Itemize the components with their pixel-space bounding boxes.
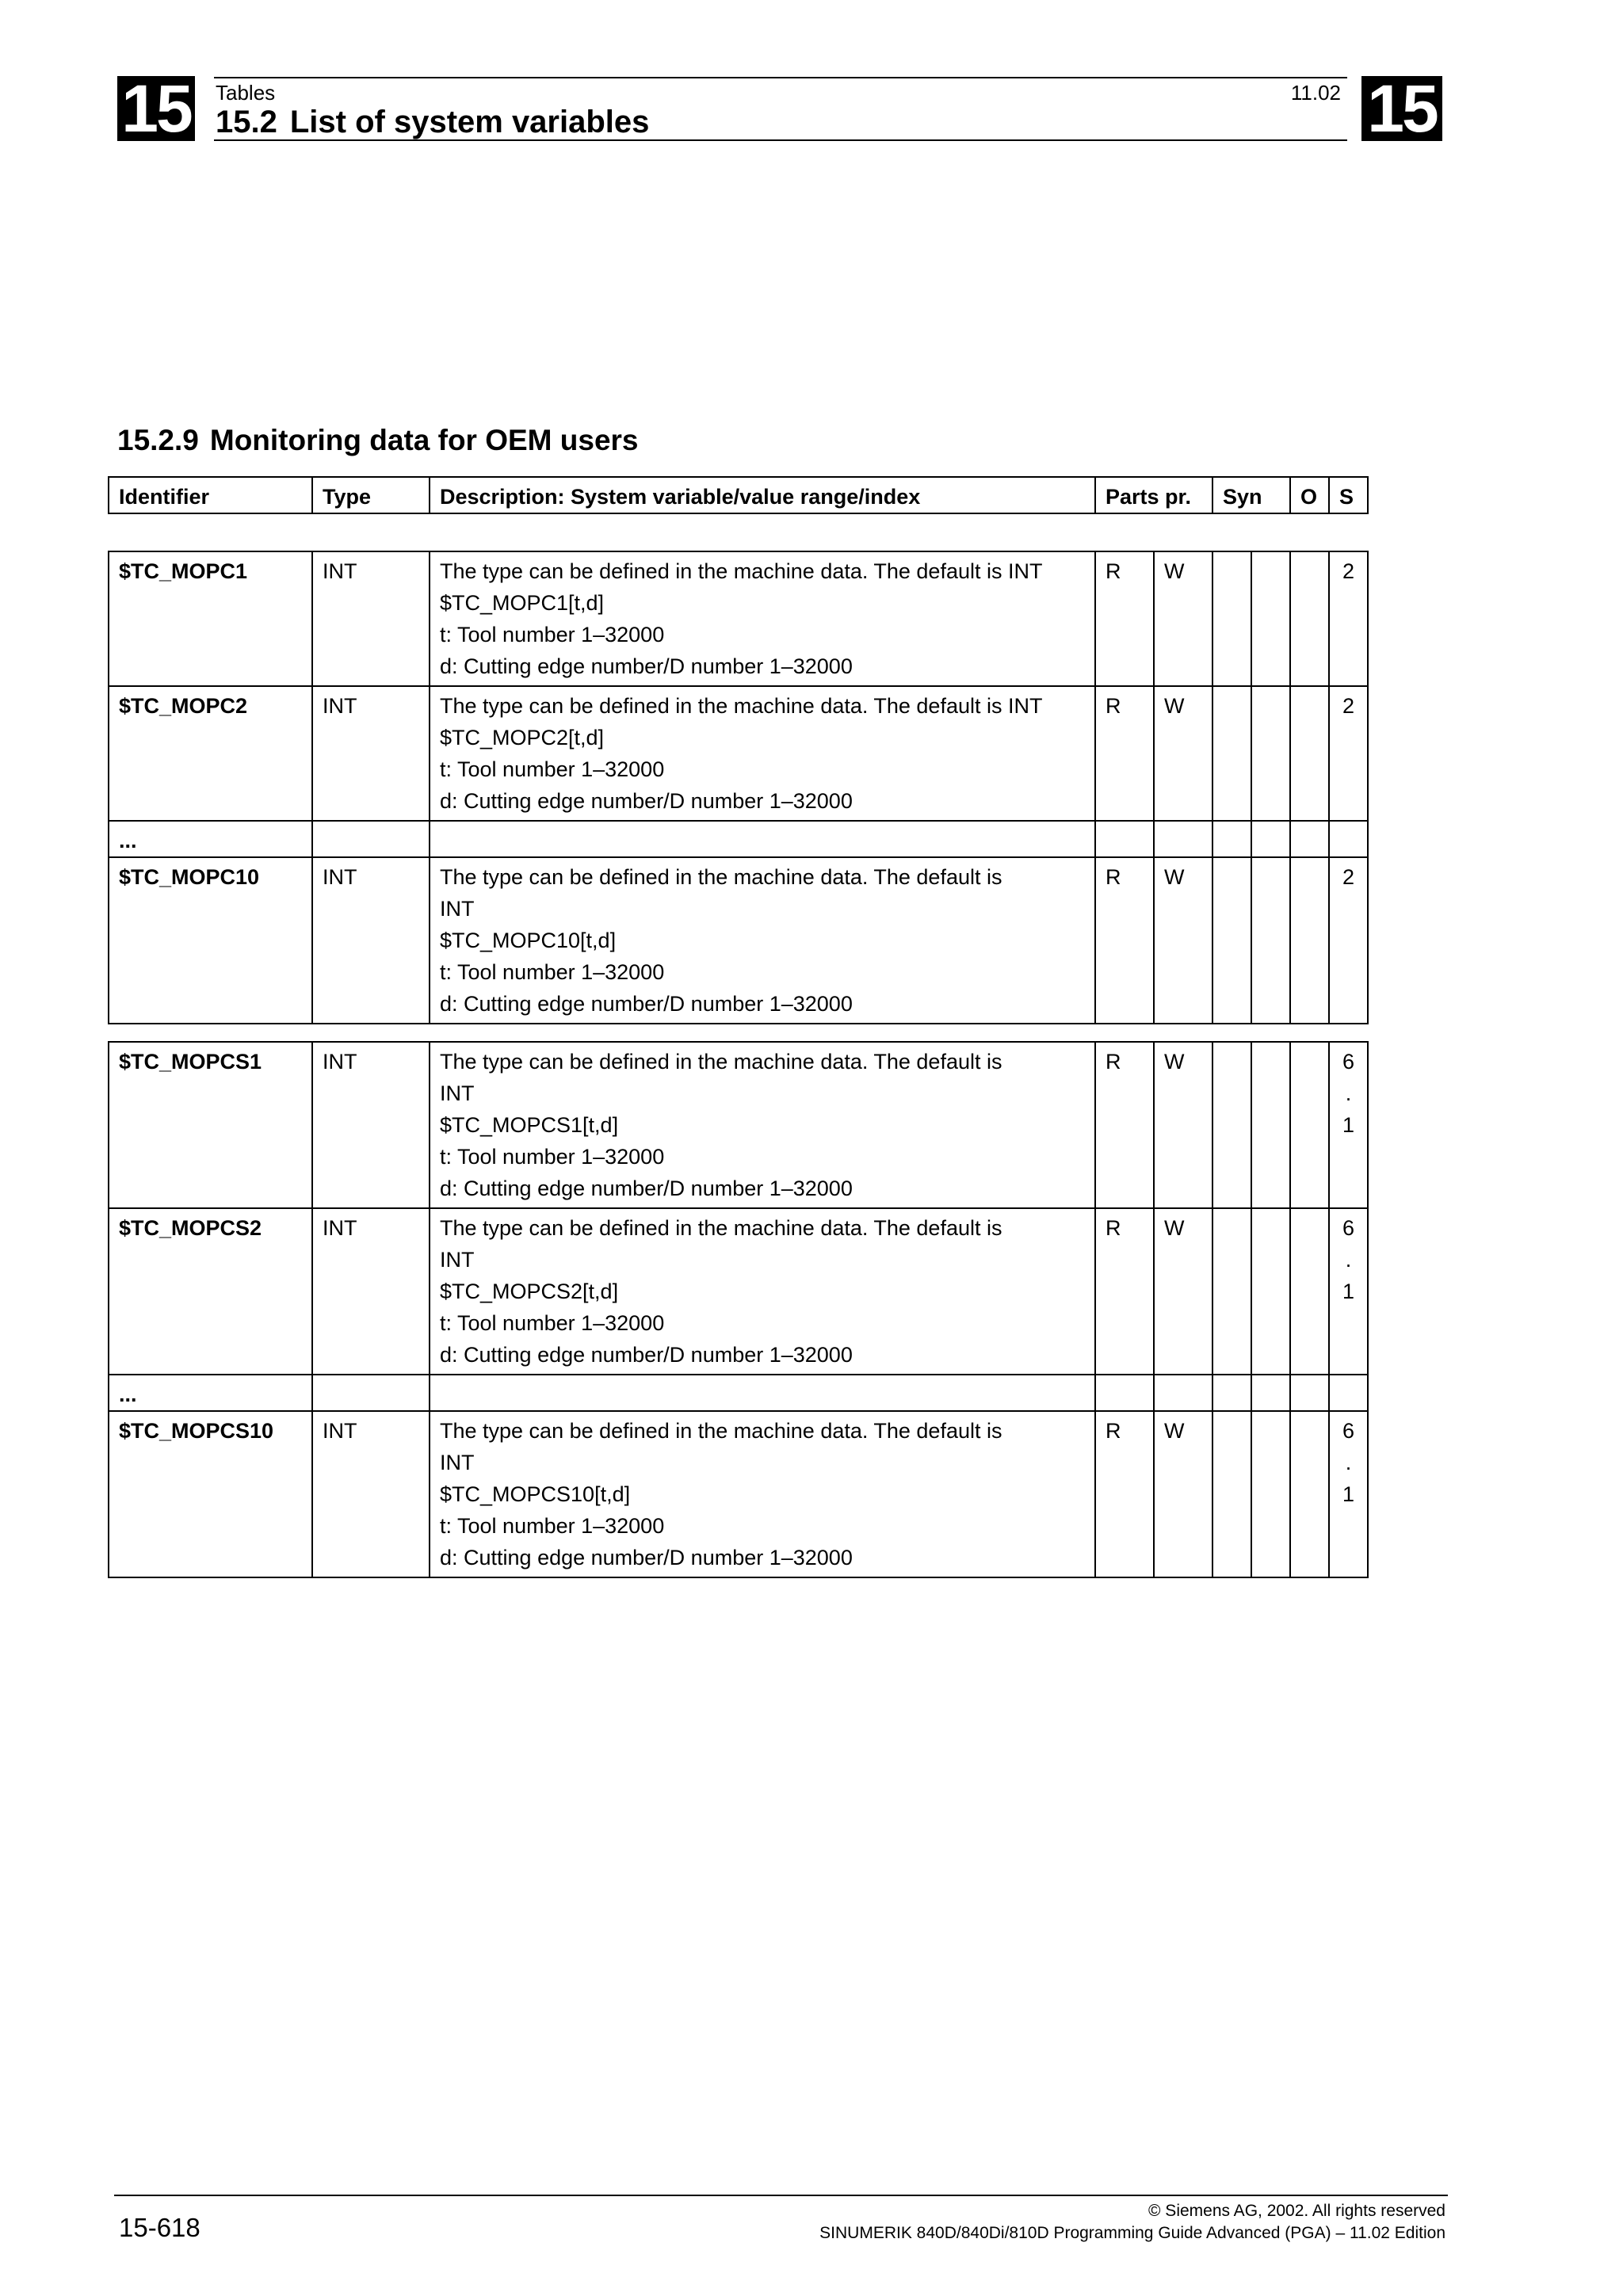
cell-identifier-text: $TC_MOPCS10 bbox=[119, 1419, 274, 1443]
header-edition: 11.02 bbox=[1290, 81, 1341, 105]
cell-description bbox=[430, 1411, 1095, 1577]
cell-read-text: R bbox=[1106, 1050, 1121, 1074]
cell-description bbox=[430, 686, 1095, 821]
cell-description-line: t: Tool number 1–32000 bbox=[440, 1514, 665, 1538]
cell-identifier-text: $TC_MOPC1 bbox=[119, 559, 248, 583]
cell-description-line: INT bbox=[440, 1451, 475, 1474]
variable-table-mopc bbox=[108, 551, 1369, 1024]
section-title: Monitoring data for OEM users bbox=[209, 424, 639, 456]
cell-identifier bbox=[109, 686, 312, 821]
cell-read bbox=[1095, 857, 1154, 1024]
cell-syn-2 bbox=[1251, 1411, 1290, 1577]
table-row bbox=[109, 857, 1368, 1024]
cell-identifier bbox=[109, 1208, 312, 1375]
cell-identifier bbox=[109, 857, 312, 1024]
cell-syn-1 bbox=[1212, 857, 1251, 1024]
cell-write bbox=[1154, 857, 1212, 1024]
cell-s-line: 2 bbox=[1342, 865, 1355, 889]
cell-write-text: W bbox=[1164, 1216, 1185, 1240]
column-header-table bbox=[108, 476, 1369, 514]
cell-syn-1 bbox=[1212, 686, 1251, 821]
cell-s bbox=[1329, 1042, 1368, 1208]
footer-rule bbox=[114, 2195, 1448, 2196]
cell-read bbox=[1095, 1375, 1154, 1411]
cell-syn-1 bbox=[1212, 1208, 1251, 1375]
cell-read bbox=[1095, 1208, 1154, 1375]
cell-description-line: d: Cutting edge number/D number 1–32000 bbox=[440, 654, 853, 678]
cell-write bbox=[1154, 821, 1212, 857]
cell-description bbox=[430, 1042, 1095, 1208]
cell-type bbox=[312, 1042, 430, 1208]
cell-identifier-text: $TC_MOPC10 bbox=[119, 865, 260, 889]
cell-identifier-text: $TC_MOPCS1 bbox=[119, 1050, 262, 1074]
chapter-marker-right: 15 bbox=[1361, 76, 1442, 141]
cell-type-text: INT bbox=[323, 1216, 357, 1240]
cell-s-line: 1 bbox=[1342, 1280, 1355, 1303]
cell-identifier bbox=[109, 551, 312, 686]
cell-s-line: 6 bbox=[1342, 1216, 1355, 1240]
col-header-o: O bbox=[1290, 477, 1329, 513]
cell-identifier bbox=[109, 821, 312, 857]
cell-s bbox=[1329, 551, 1368, 686]
cell-description-line: t: Tool number 1–32000 bbox=[440, 960, 665, 984]
cell-write bbox=[1154, 1042, 1212, 1208]
table-row bbox=[109, 1042, 1368, 1208]
cell-read-text: R bbox=[1106, 694, 1121, 718]
cell-s bbox=[1329, 1208, 1368, 1375]
cell-write-text: W bbox=[1164, 1419, 1185, 1443]
cell-s bbox=[1329, 821, 1368, 857]
page-title-number: 15.2 bbox=[216, 105, 277, 139]
cell-identifier-text: $TC_MOPC2 bbox=[119, 694, 248, 718]
cell-type-text: INT bbox=[323, 865, 357, 889]
cell-write-text: W bbox=[1164, 865, 1185, 889]
cell-identifier bbox=[109, 1375, 312, 1411]
cell-s-line: . bbox=[1345, 1451, 1352, 1474]
cell-read bbox=[1095, 686, 1154, 821]
cell-o bbox=[1290, 857, 1329, 1024]
cell-description bbox=[430, 551, 1095, 686]
footer-copyright: © Siemens AG, 2002. All rights reserved bbox=[1148, 2202, 1445, 2220]
table-row bbox=[109, 686, 1368, 821]
cell-syn-2 bbox=[1251, 857, 1290, 1024]
table-row bbox=[109, 1208, 1368, 1375]
cell-description-line: The type can be defined in the machine data. The default is bbox=[440, 1216, 1002, 1240]
cell-s-line: . bbox=[1345, 1248, 1352, 1272]
cell-description-line: d: Cutting edge number/D number 1–32000 bbox=[440, 789, 853, 813]
cell-type-text: INT bbox=[323, 694, 357, 718]
cell-syn-2 bbox=[1251, 1042, 1290, 1208]
chapter-marker-left: 15 bbox=[117, 76, 195, 141]
cell-syn-2 bbox=[1251, 551, 1290, 686]
cell-s bbox=[1329, 857, 1368, 1024]
footer-manual-title: SINUMERIK 840D/840Di/810D Programming Guide Advanced (PGA) – 11.02 Edition bbox=[819, 2224, 1445, 2242]
cell-o bbox=[1290, 1208, 1329, 1375]
cell-read-text: R bbox=[1106, 865, 1121, 889]
cell-identifier-text: ... bbox=[119, 829, 137, 852]
cell-write-text: W bbox=[1164, 1050, 1185, 1074]
cell-syn-2 bbox=[1251, 686, 1290, 821]
cell-write bbox=[1154, 1208, 1212, 1375]
cell-read-text: R bbox=[1106, 1419, 1121, 1443]
cell-type-text: INT bbox=[323, 1419, 357, 1443]
cell-description-line: $TC_MOPC2[t,d] bbox=[440, 726, 605, 749]
cell-o bbox=[1290, 551, 1329, 686]
cell-description-line: $TC_MOPCS1[t,d] bbox=[440, 1113, 619, 1137]
cell-description-line: t: Tool number 1–32000 bbox=[440, 1145, 665, 1169]
col-header-type: Type bbox=[312, 477, 430, 513]
cell-syn-1 bbox=[1212, 551, 1251, 686]
cell-s-line: 2 bbox=[1342, 559, 1355, 583]
cell-description-line: The type can be defined in the machine data. The default is INT bbox=[440, 559, 1043, 583]
cell-read-text: R bbox=[1106, 1216, 1121, 1240]
cell-identifier bbox=[109, 1411, 312, 1577]
cell-description-line: INT bbox=[440, 1081, 475, 1105]
cell-description-line: d: Cutting edge number/D number 1–32000 bbox=[440, 1546, 853, 1569]
cell-description-line: d: Cutting edge number/D number 1–32000 bbox=[440, 1177, 853, 1200]
cell-type bbox=[312, 1375, 430, 1411]
cell-description-line: $TC_MOPCS2[t,d] bbox=[440, 1280, 619, 1303]
cell-o bbox=[1290, 686, 1329, 821]
cell-s-line: 1 bbox=[1342, 1482, 1355, 1506]
table-row bbox=[109, 1375, 1368, 1411]
cell-identifier-text: ... bbox=[119, 1383, 137, 1406]
page-title bbox=[216, 105, 649, 140]
page-number: 15-618 bbox=[119, 2213, 200, 2242]
cell-type bbox=[312, 821, 430, 857]
cell-read bbox=[1095, 821, 1154, 857]
cell-read-text: R bbox=[1106, 559, 1121, 583]
cell-syn-2 bbox=[1251, 1208, 1290, 1375]
cell-description-line: t: Tool number 1–32000 bbox=[440, 757, 665, 781]
cell-o bbox=[1290, 1042, 1329, 1208]
header-section-label: Tables bbox=[216, 81, 276, 105]
cell-syn-1 bbox=[1212, 1042, 1251, 1208]
cell-read bbox=[1095, 1411, 1154, 1577]
cell-syn-1 bbox=[1212, 1411, 1251, 1577]
cell-type bbox=[312, 1208, 430, 1375]
cell-description bbox=[430, 821, 1095, 857]
cell-description bbox=[430, 1375, 1095, 1411]
cell-s bbox=[1329, 1375, 1368, 1411]
col-header-parts-pr: Parts pr. bbox=[1095, 477, 1212, 513]
header-rule-top bbox=[214, 77, 1347, 78]
cell-s-line: . bbox=[1345, 1081, 1352, 1105]
cell-type-text: INT bbox=[323, 559, 357, 583]
cell-description-line: $TC_MOPC10[t,d] bbox=[440, 929, 617, 952]
cell-syn-1 bbox=[1212, 821, 1251, 857]
cell-type-text: INT bbox=[323, 1050, 357, 1074]
cell-type bbox=[312, 686, 430, 821]
cell-write-text: W bbox=[1164, 694, 1185, 718]
cell-write bbox=[1154, 686, 1212, 821]
cell-read bbox=[1095, 551, 1154, 686]
cell-o bbox=[1290, 1411, 1329, 1577]
cell-s-line: 6 bbox=[1342, 1419, 1355, 1443]
cell-o bbox=[1290, 1375, 1329, 1411]
table-row bbox=[109, 1411, 1368, 1577]
cell-description bbox=[430, 1208, 1095, 1375]
cell-description-line: The type can be defined in the machine data. The default is bbox=[440, 865, 1002, 889]
cell-s-line: 6 bbox=[1342, 1050, 1355, 1074]
cell-write-text: W bbox=[1164, 559, 1185, 583]
cell-s bbox=[1329, 686, 1368, 821]
cell-type bbox=[312, 857, 430, 1024]
cell-identifier bbox=[109, 1042, 312, 1208]
cell-write bbox=[1154, 1411, 1212, 1577]
col-header-s: S bbox=[1329, 477, 1368, 513]
cell-syn-2 bbox=[1251, 1375, 1290, 1411]
section-heading bbox=[117, 424, 639, 457]
cell-description-line: $TC_MOPCS10[t,d] bbox=[440, 1482, 631, 1506]
cell-description-line: $TC_MOPC1[t,d] bbox=[440, 591, 605, 615]
cell-identifier-text: $TC_MOPCS2 bbox=[119, 1216, 262, 1240]
cell-description-line: t: Tool number 1–32000 bbox=[440, 1311, 665, 1335]
section-number: 15.2.9 bbox=[117, 424, 199, 456]
column-header-row bbox=[109, 477, 1368, 513]
table-row bbox=[109, 551, 1368, 686]
page-title-text: List of system variables bbox=[289, 105, 650, 139]
cell-syn-1 bbox=[1212, 1375, 1251, 1411]
col-header-description: Description: System variable/value range/index bbox=[430, 477, 1095, 513]
variable-table-mopcs bbox=[108, 1041, 1369, 1578]
cell-description-line: d: Cutting edge number/D number 1–32000 bbox=[440, 992, 853, 1016]
col-header-identifier: Identifier bbox=[109, 477, 312, 513]
cell-o bbox=[1290, 821, 1329, 857]
col-header-syn: Syn bbox=[1212, 477, 1290, 513]
cell-description-line: INT bbox=[440, 897, 475, 921]
cell-s-line: 1 bbox=[1342, 1113, 1355, 1137]
cell-description-line: The type can be defined in the machine data. The default is bbox=[440, 1050, 1002, 1074]
cell-s-line: 2 bbox=[1342, 694, 1355, 718]
cell-description bbox=[430, 857, 1095, 1024]
cell-syn-2 bbox=[1251, 821, 1290, 857]
cell-description-line: d: Cutting edge number/D number 1–32000 bbox=[440, 1343, 853, 1367]
table-row bbox=[109, 821, 1368, 857]
cell-type bbox=[312, 551, 430, 686]
cell-write bbox=[1154, 551, 1212, 686]
cell-description-line: t: Tool number 1–32000 bbox=[440, 623, 665, 646]
cell-write bbox=[1154, 1375, 1212, 1411]
cell-description-line: INT bbox=[440, 1248, 475, 1272]
cell-type bbox=[312, 1411, 430, 1577]
cell-s bbox=[1329, 1411, 1368, 1577]
cell-description-line: The type can be defined in the machine data. The default is bbox=[440, 1419, 1002, 1443]
cell-read bbox=[1095, 1042, 1154, 1208]
cell-description-line: The type can be defined in the machine data. The default is INT bbox=[440, 694, 1043, 718]
